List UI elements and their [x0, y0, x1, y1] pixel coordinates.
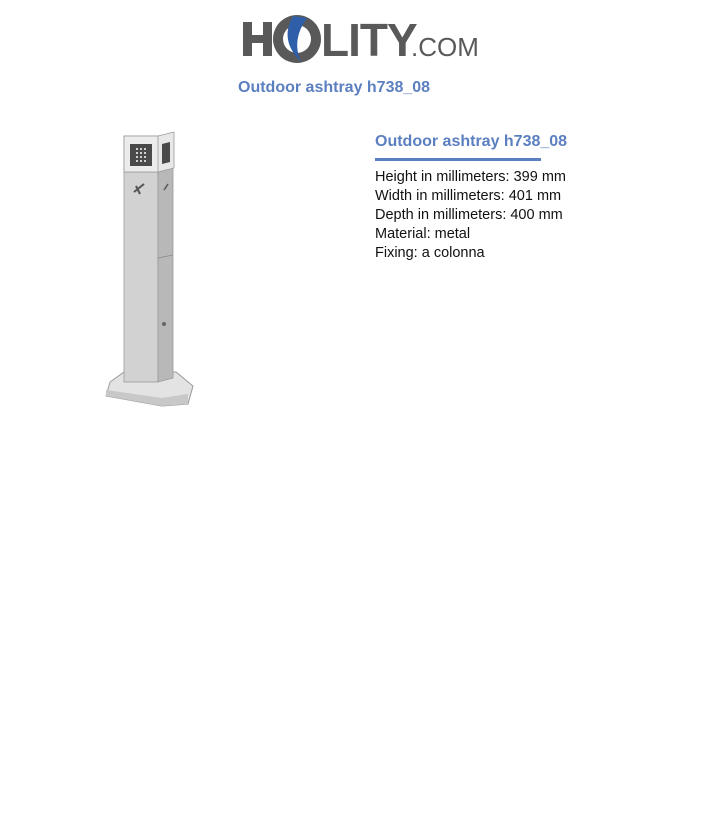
- product-image: [100, 128, 196, 410]
- spec-material: Material: metal: [375, 226, 471, 242]
- holity-logo[interactable]: [241, 10, 481, 66]
- product-title: Outdoor ashtray h738_08: [375, 133, 568, 150]
- spec-width: Width in millimeters: 401 mm: [375, 188, 562, 204]
- svg-text:LITY: LITY: [321, 14, 417, 66]
- title-underline: [375, 158, 541, 161]
- spec-height: Height in millimeters: 399 mm: [375, 169, 566, 185]
- spec-depth: Depth in millimeters: 400 mm: [375, 207, 563, 223]
- svg-text:.COM: .COM: [411, 32, 479, 62]
- spec-fixing: Fixing: a colonna: [375, 245, 485, 261]
- product-details: [375, 132, 675, 263]
- page-title: Outdoor ashtray h738_08: [238, 79, 431, 96]
